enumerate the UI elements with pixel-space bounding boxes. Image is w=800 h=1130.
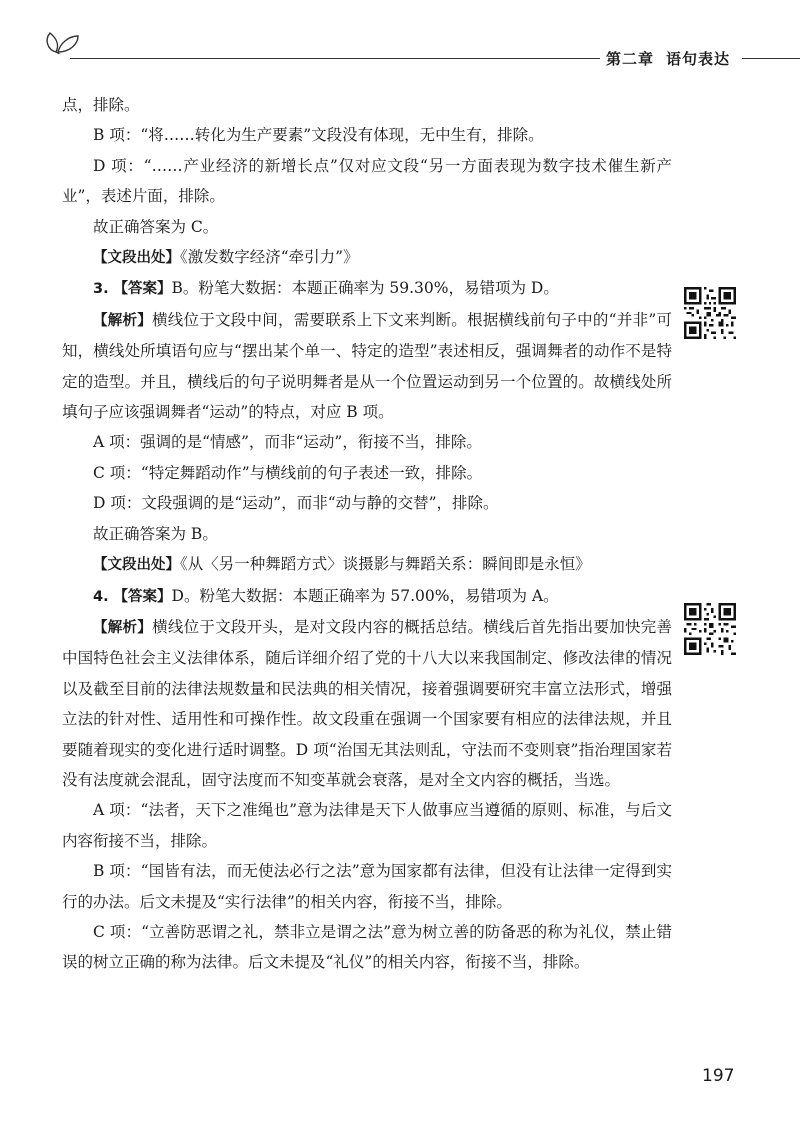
answer-paragraph: 3. 【答案】B。粉笔大数据：本题正确率为 59.30%，易错项为 D。: [93, 279, 559, 298]
analysis-tag: 【解析】: [93, 619, 153, 636]
paragraph: B 项：“国皆有法，而无使法必行之法”意为国家都有法律，但没有让法律一定得到实行的办法。后文未提及“实行法律”的相关内容，衔接不当，排除。: [62, 862, 672, 911]
source-tag: 【文段出处】: [93, 250, 180, 267]
chapter-title: 语句表达: [666, 50, 731, 68]
answer-paragraph: 4. 【答案】D。粉笔大数据：本题正确率为 57.00%，易错项为 A。: [93, 586, 559, 605]
paragraph: A 项：“法者，天下之准绳也”意为法律是天下人做事应当遵循的原则、标准，与后文内容衔接不当，排除。: [62, 801, 672, 850]
paragraph: 点，排除。: [62, 96, 140, 114]
page-header: [0, 0, 800, 80]
source-tag: 【文段出处】: [93, 557, 180, 574]
analysis-paragraph: 【解析】横线位于文段中间，需要联系上下文来判断。根据横线前句子中的“并非”可知，横线处所填语句应与“摆出某个单一、特定的造型”表述相反，强调舞者的动作不是特定的造型。并且，横线后的句子说明舞者是从一个位置运动到另一个位置的。故横线处所填句子应该强调舞者“运动”的特点，对应 B 项。: [62, 310, 673, 422]
page-number: 197: [702, 1066, 735, 1086]
paragraph: C 项：“特定舞蹈动作”与横线前的句子表述一致，排除。: [93, 463, 483, 482]
answer-tag: 【答案】: [113, 281, 172, 298]
qr-code-icon[interactable]: [684, 603, 736, 655]
paragraph: B 项：“将……转化为生产要素”文段没有体现，无中生有，排除。: [93, 126, 544, 145]
paragraph: 故正确答案为 B。: [93, 524, 218, 543]
header-rule: [70, 58, 600, 59]
answer-content: [62, 90, 672, 978]
chapter-number: 第二章: [606, 50, 655, 68]
paragraph: 故正确答案为 C。: [93, 217, 219, 236]
answer-tag: 【答案】: [113, 588, 172, 605]
question-number: 4.: [93, 588, 109, 605]
source-paragraph: 【文段出处】《从〈另一种舞蹈方式〉谈摄影与舞蹈关系：瞬间即是永恒》: [93, 555, 591, 574]
paragraph: D 项：文段强调的是“运动”，而非“动与静的交替”，排除。: [93, 494, 499, 513]
paragraph: A 项：强调的是“情感”，而非“运动”，衔接不当，排除。: [93, 433, 482, 452]
header-rule-right: [742, 58, 800, 59]
analysis-tag: 【解析】: [93, 312, 152, 329]
question-number: 3.: [93, 281, 109, 298]
paragraph: C 项：“立善防恶谓之礼，禁非立是谓之法”意为树立善的防备恶的称为礼仪，禁止错误的树立正确的称为法律。后文未提及“礼仪”的相关内容，衔接不当，排除。: [62, 922, 672, 972]
analysis-paragraph: 【解析】横线位于文段开头，是对文段内容的概括总结。横线后首先指出要加快完善中国特色社会主义法律体系，随后详细介绍了党的十八大以来我国制定、修改法律的情况以及截至目前的法律法规数量和民法典的相关情况，接着强调要研究丰富立法形式，增强立法的针对性、适用性和可操作性。故文段重在强调一个国家要有相应的法律法规，并且要随着现实的变化进行适时调整。D 项“治国无其法则乱，守法而不变则衰”指治理国家若没有法度就会混乱，固守法度而不知变革就会衰落，是对全文内容的概括，当选。: [62, 617, 672, 789]
paragraph: D 项：“……产业经济的新增长点”仅对应文段“另一方面表现为数字技术催生新产业”，表述片面，排除。: [62, 156, 672, 206]
leaf-icon: [42, 30, 84, 54]
qr-code-icon[interactable]: [684, 287, 736, 339]
source-paragraph: 【文段出处】《激发数字经济“牵引力”》: [93, 248, 359, 267]
chapter-heading: [606, 48, 742, 69]
